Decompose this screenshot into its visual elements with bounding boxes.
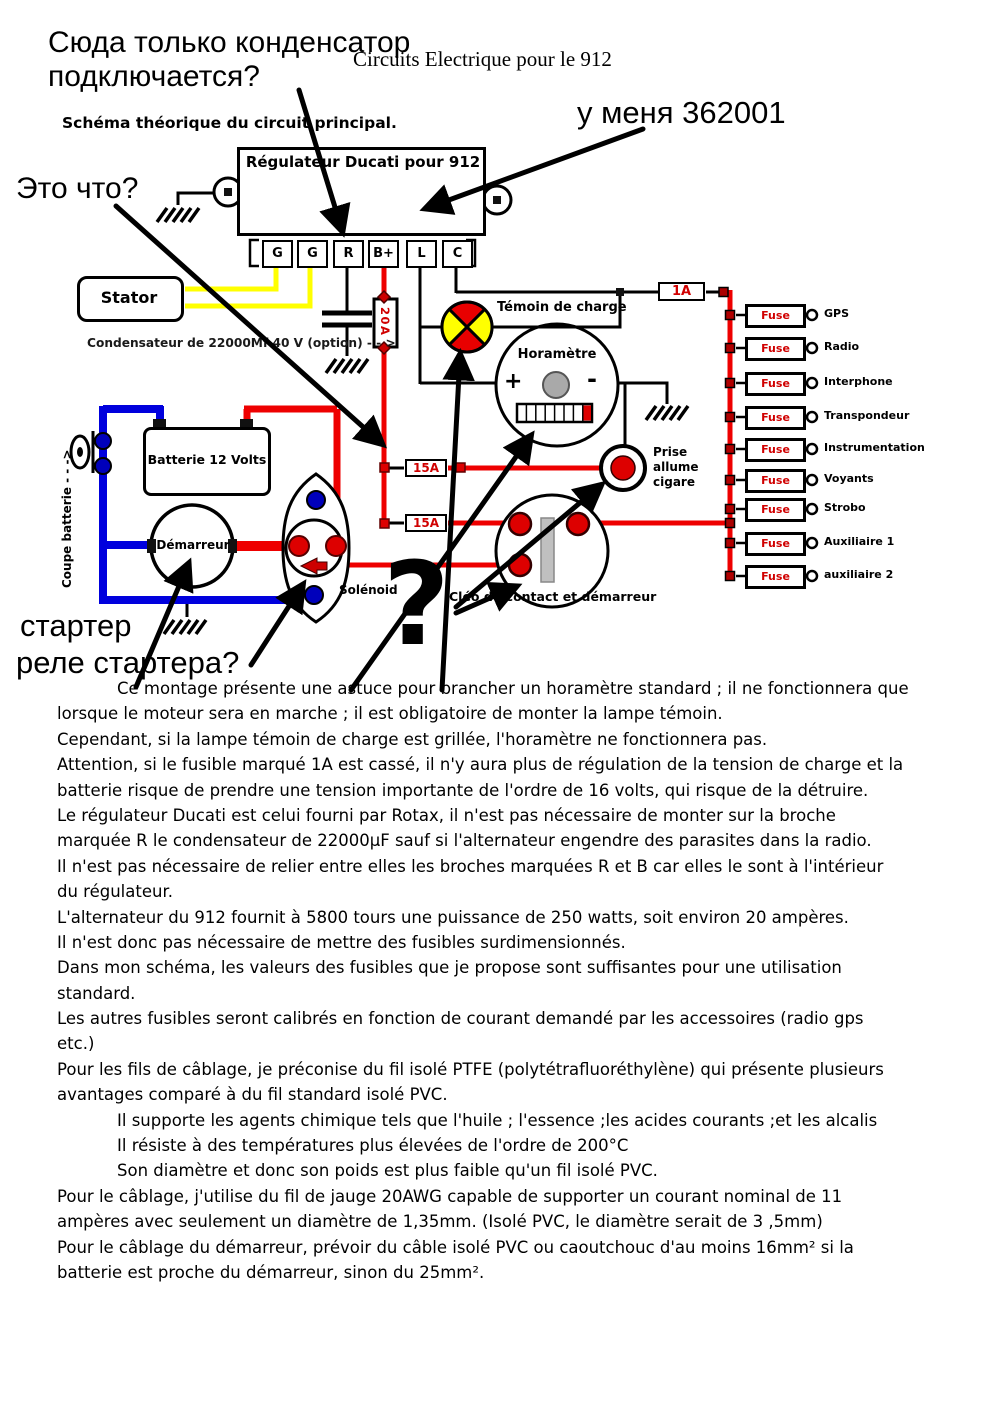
fuse-device-label: Voyants [824, 472, 874, 485]
fuse-device-label: auxiliaire 2 [824, 568, 894, 581]
fuse-device-label: GPS [824, 307, 850, 320]
diagram-subtitle: Schéma théorique du circuit principal. [62, 114, 397, 132]
page-title: Circuits Electrique pour le 912 [353, 47, 612, 71]
annotation-starter: стартер [20, 608, 132, 643]
fuse-device-label: Radio [824, 340, 860, 353]
annotation-i-have: у меня 362001 [577, 95, 786, 130]
fuse-box: Fuse [745, 304, 806, 328]
fuse-box: Fuse [745, 565, 806, 589]
note-line: avantages comparé à du fil standard isolé PVC. [57, 1085, 448, 1105]
hourmeter-minus: - [587, 365, 597, 393]
solenoid-label: Solénoid [339, 583, 398, 597]
fuse-15a-lower-box: 15A [405, 514, 447, 532]
solenoid-shape [283, 474, 349, 622]
note-line: Dans mon schéma, les valeurs des fusibles que je propose sont suffisantes pour une utilisation [57, 958, 842, 978]
note-line: standard. [57, 983, 136, 1003]
regulator-terminal-c-5: C [442, 240, 473, 268]
cigar-socket-label-line: allume [653, 460, 699, 474]
note-line: batterie risque de prendre une tension importante de l'ordre de 16 volts, qui risque de la détruire. [57, 780, 869, 800]
fuse-device-label: Strobo [824, 501, 866, 514]
note-line: Les autres fusibles seront calibrés en fonction de courant demandé par les accessoires (radio gps [57, 1009, 864, 1029]
note-line: Pour le câblage, j'utilise du fil de jauge 20AWG capable de supporter un courant nominal de 11 [57, 1186, 843, 1206]
fuse-device-label: Instrumentation [824, 441, 925, 454]
note-line: L'alternateur du 912 fournit à 5800 tours une puissance de 250 watts, soit environ 20 ampères. [57, 907, 849, 927]
fuse-device-label: Transpondeur [824, 409, 910, 422]
battery-label: Batterie 12 Volts [147, 452, 267, 467]
note-line: Son diamètre et donc son poids est plus faible qu'un fil isolé PVC. [117, 1161, 658, 1181]
fuse-box: Fuse [745, 337, 806, 361]
hourmeter-plus: + [504, 369, 523, 394]
note-line: Le régulateur Ducati est celui fourni par Rotax, il n'est pas nécessaire de monter sur la broche [57, 805, 836, 825]
annotation-capacitor-question-line2: подключается? [48, 60, 260, 93]
fuse-box: Fuse [745, 498, 806, 522]
fuse-box: Fuse [745, 532, 806, 556]
regulator-label: Régulateur Ducati pour 912 [245, 153, 481, 171]
fuse-20a-label: 20A [378, 307, 392, 337]
fuse-box: Fuse [745, 438, 806, 462]
note-line: ampères avec seulement un diamètre de 1,35mm. (Isolé PVC, le diamètre serait de 3 ,5mm) [57, 1212, 823, 1232]
cigar-socket-label-line: Prise [653, 445, 688, 459]
fuse-box: Fuse [745, 372, 806, 396]
stator-wires [185, 267, 310, 306]
annotation-big-question-mark: ? [383, 538, 450, 672]
note-line: batterie est proche du démarreur, sinon du 25mm². [57, 1262, 485, 1282]
battery-cutoff-label: Coupe batterie - - -> [60, 449, 74, 588]
fuse-device-label: Interphone [824, 375, 893, 388]
cigar-socket-label-line: cigare [653, 475, 695, 489]
charge-lamp-label: Témoin de charge [497, 300, 627, 315]
note-line: Pour les fils de câblage, je préconise du fil isolé PTFE (polytétrafluoréthylène) qui présente plusieurs [57, 1059, 884, 1079]
cigar-socket-label [653, 445, 699, 490]
capacitor-note: Condensateur de 22000Mf 40 V (option) - - > [87, 336, 396, 350]
fuse-1a-box: 1A [658, 282, 705, 301]
starter-motor-label: Démarreur [156, 538, 230, 552]
regulator-terminal-bplus-3: B+ [368, 240, 399, 268]
note-line: du régulateur. [57, 882, 173, 902]
annotation-what-is-this: Это что? [16, 172, 139, 205]
note-line: Il résiste à des températures plus élevées de l'ordre de 200°C [117, 1136, 629, 1156]
note-line: Il n'est donc pas nécessaire de mettre des fusibles surdimensionnés. [57, 932, 626, 952]
note-line: Il supporte les agents chimique tels que l'huile ; l'essence ;les acides courants ;et les alcalis [117, 1110, 878, 1130]
fuse-device-label: Auxiliaire 1 [824, 535, 895, 548]
stator-label: Stator [100, 288, 158, 307]
regulator-terminal-l-4: L [406, 240, 437, 268]
regulator-terminal-r-2: R [333, 240, 364, 268]
annotation-capacitor-question-line1: Сюда только конденсатор [48, 26, 411, 59]
ignition-switch-label: Cléo de contact et démarreur [449, 589, 657, 604]
hourmeter-label: Horamètre [517, 347, 597, 362]
note-line: Il n'est pas nécessaire de relier entre elles les broches marquées R et B car elles le sont à l'intérieur [57, 856, 884, 876]
regulator-terminal-g-1: G [297, 240, 328, 268]
regulator-terminal-g-0: G [262, 240, 293, 268]
note-line: Attention, si le fusible marqué 1A est cassé, il n'y aura plus de régulation de la tension de charge et la [57, 755, 904, 775]
cigar-socket-shape [601, 446, 645, 490]
note-line: Pour le câblage du démarreur, prévoir du câble isolé PVC ou caoutchouc d'au moins 16mm² si la [57, 1237, 854, 1257]
notes-block [57, 679, 992, 1288]
note-line: lorsque le moteur sera en marche ; il est obligatoire de monter la lampe témoin. [57, 704, 723, 724]
note-line: marquée R le condensateur de 22000µF sauf si l'alternateur engendre des parasites dans la radio. [57, 831, 872, 851]
fuse-box: Fuse [745, 469, 806, 493]
note-line: etc.) [57, 1034, 95, 1054]
note-line: Ce montage présente une astuce pour brancher un horamètre standard ; il ne fonctionnera que [117, 679, 909, 698]
fuse-15a-upper-box: 15A [405, 459, 447, 477]
fuse-box: Fuse [745, 406, 806, 430]
note-line: Cependant, si la lampe témoin de charge est grillée, l'horamètre ne fonctionnera pas. [57, 729, 768, 749]
capacitor-symbol [322, 313, 372, 325]
annotation-starter-relay: реле стартера? [16, 645, 240, 680]
charge-lamp [442, 302, 492, 352]
